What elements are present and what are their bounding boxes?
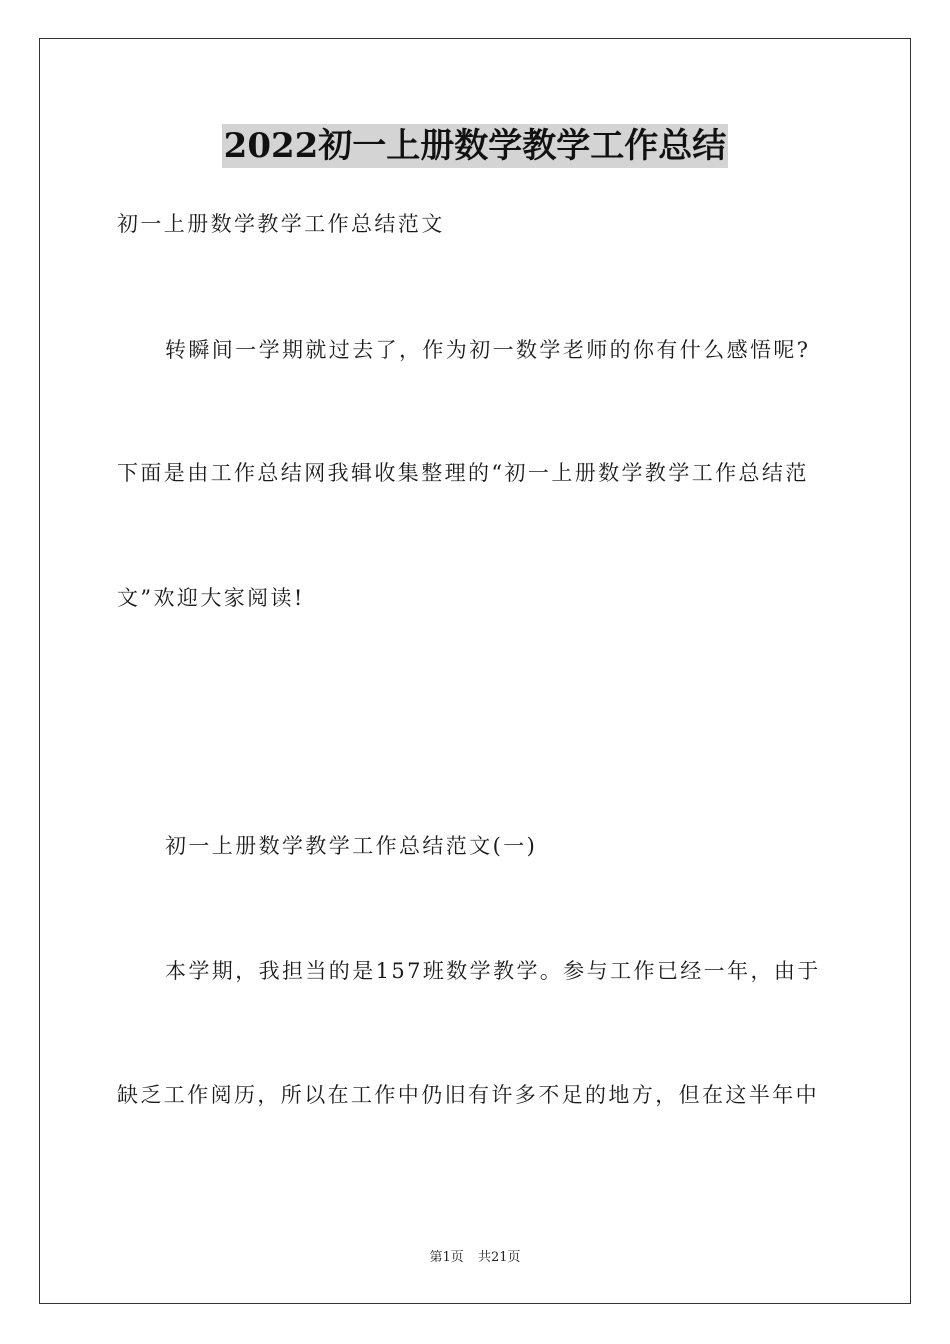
- title-container: [0, 124, 950, 168]
- paragraph-line: 本学期，我担当的是157班数学教学。参与工作已经一年，由于: [165, 959, 821, 983]
- paragraph-line: 缺乏工作阅历，所以在工作中仍旧有许多不足的地方，但在这半年中: [117, 1083, 819, 1107]
- subtitle-line: 初一上册数学教学工作总结范文: [117, 212, 445, 236]
- paragraph-line: 文”欢迎大家阅读!: [117, 586, 305, 610]
- page-number-total: 共21页: [477, 1250, 521, 1265]
- page-number-current: 第1页: [429, 1250, 464, 1265]
- document-title: 2022初一上册数学教学工作总结: [223, 126, 727, 166]
- paragraph-line: 转瞬间一学期就过去了，作为初一数学老师的你有什么感悟呢?: [165, 338, 811, 362]
- page-footer: [0, 1246, 950, 1265]
- paragraph-line: 下面是由工作总结网我辑收集整理的“初一上册数学教学工作总结范: [117, 461, 809, 485]
- section-heading: 初一上册数学教学工作总结范文(一): [165, 834, 538, 858]
